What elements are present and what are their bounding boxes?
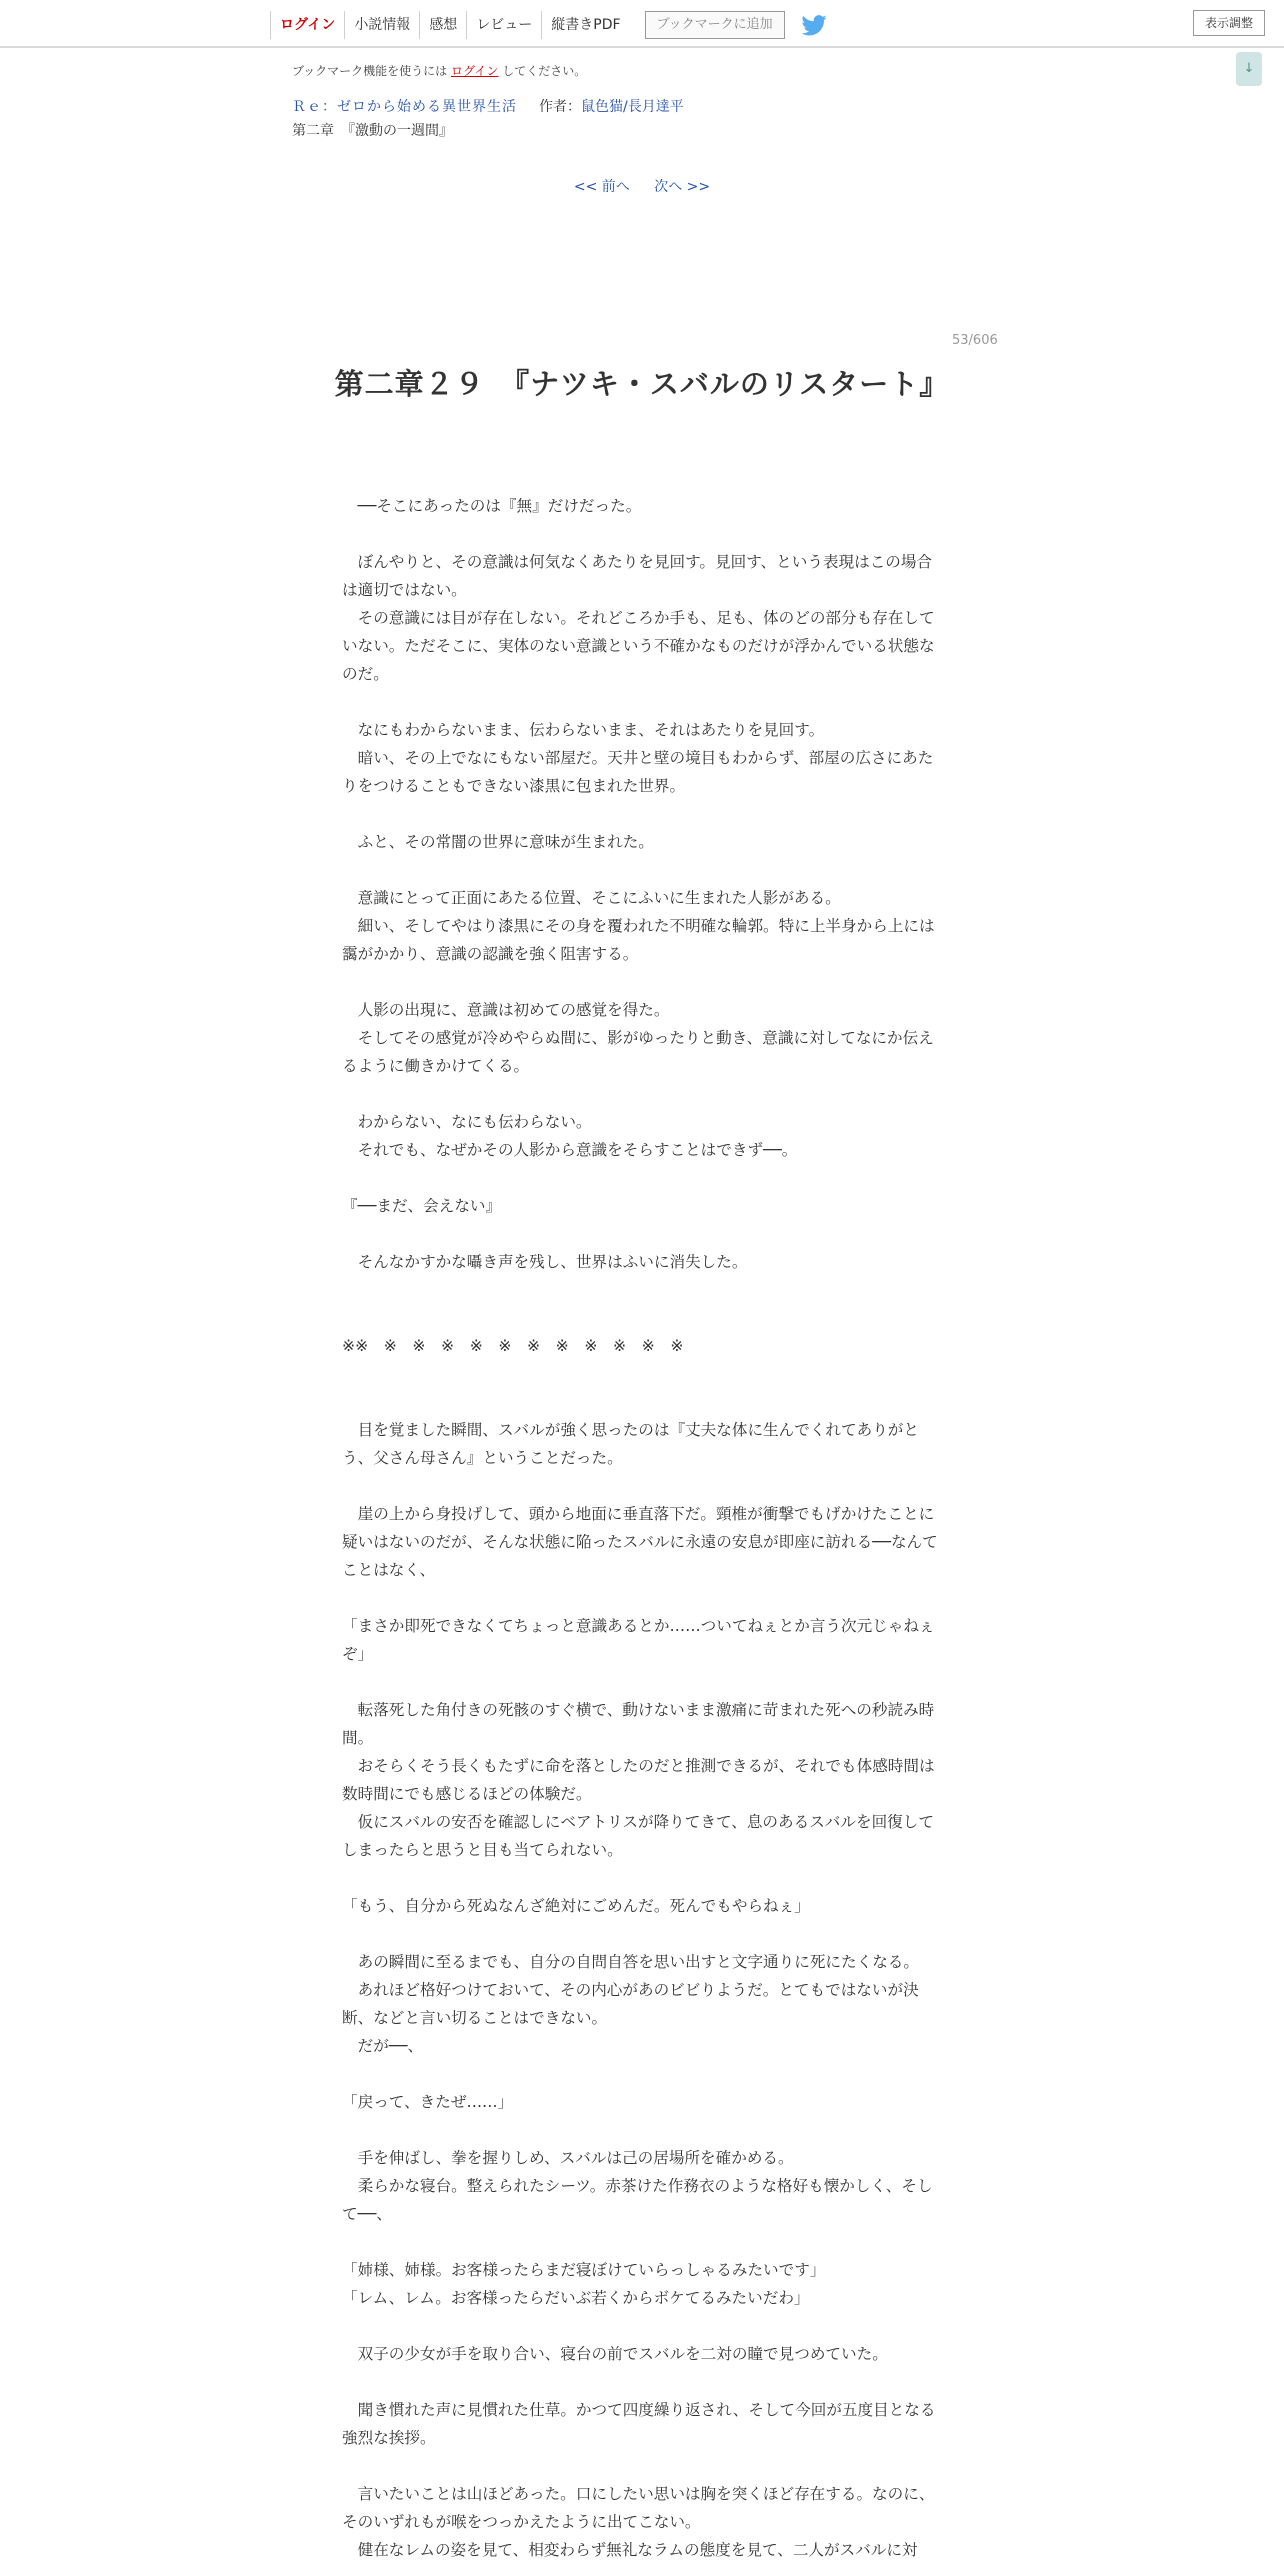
body-paragraph: そしてその感覚が冷めやらぬ間に、影がゆったりと動き、意識に対してなにか伝えるように働きかけてくる。	[342, 1029, 934, 1075]
body-paragraph: あの瞬間に至るまでも、自分の自問自答を思い出すと文字通りに死にたくなる。	[342, 1953, 919, 1971]
author-link[interactable]: 鼠色猫/長月達平	[581, 99, 684, 115]
page-count: 53/606	[952, 333, 998, 348]
blank-line	[342, 520, 942, 548]
body-paragraph: わからない、なにも伝わらない。	[342, 1113, 592, 1131]
body-paragraph: 人影の出現に、意識は初めての感覚を得た。	[342, 1001, 670, 1019]
episode-title: 第二章２９ 『ナツキ・スバルのリスタート』	[334, 367, 950, 401]
body-paragraph: なにもわからないまま、伝わらないまま、それはあたりを見回す。	[342, 721, 825, 739]
blank-line	[342, 688, 942, 716]
bookmark-login-link[interactable]: ログイン	[451, 64, 499, 78]
vertical-pdf-link[interactable]: 縦書きPDF	[541, 11, 629, 39]
body-paragraph: その意識には目が存在しない。それどころか手も、足も、体のどの部分も存在していない。ただそこに、実体のない意識という不確かなものだけが浮かんでいる状態なのだ。	[342, 609, 935, 683]
review-link[interactable]: レビュー	[466, 11, 541, 39]
body-paragraph: 仮にスバルの安否を確認しにベアトリスが降りてきて、息のあるスバルを回復してしまったらと思うと目も当てられない。	[342, 1813, 934, 1859]
blank-line	[342, 856, 942, 884]
body-paragraph: 細い、そしてやはり漆黒にその身を覆われた不明確な輪郭。特に上半身から上には靄がかかり、意識の認識を強く阻害する。	[342, 917, 935, 963]
novel-body-text	[342, 492, 942, 2564]
body-paragraph: 暗い、その上でなにもない部屋だ。天井と壁の境目もわからず、部屋の広さにあたりをつけることもできない漆黒に包まれた世界。	[342, 749, 934, 795]
blank-line	[342, 2452, 942, 2480]
body-paragraph: 手を伸ばし、拳を握りしめ、スバルは己の居場所を確かめる。	[342, 2149, 794, 2167]
body-paragraph: 崖の上から身投げして、頭から地面に垂直落下だ。頸椎が衝撃でもげかけたことに疑いはないのだが、そんな状態に陥ったスバルに永遠の安息が即座に訪れる──なんてことはなく、	[342, 1505, 938, 1579]
body-paragraph: 意識にとって正面にあたる位置、そこにふいに生まれた人影がある。	[342, 889, 841, 907]
blank-line	[342, 800, 942, 828]
login-link[interactable]: ログイン	[270, 11, 344, 39]
blank-line	[342, 2116, 942, 2144]
blank-line	[342, 2368, 942, 2396]
next-page-link[interactable]: 次へ >>	[654, 179, 711, 195]
body-paragraph: 『──まだ、会えない』	[342, 1197, 502, 1215]
body-paragraph: 「レム、レム。お客様ったらだいぶ若くからボケてるみたいだわ」	[342, 2289, 810, 2307]
novel-info-line	[292, 96, 684, 116]
display-settings-button[interactable]: 表示調整	[1193, 10, 1265, 36]
blank-line	[342, 1584, 942, 1612]
body-paragraph: ふと、その常闇の世界に意味が生まれた。	[342, 833, 654, 851]
body-paragraph: 「まさか即死できなくてちょっと意識あるとか……ついてねぇとか言う次元じゃねぇぞ」	[342, 1617, 935, 1663]
body-paragraph: 健在なレムの姿を見て、相変わらず無礼なラムの態度を見て、二人がスバルに対	[342, 2541, 918, 2559]
body-paragraph: ぼんやりと、その意識は何気なくあたりを見回す。見回す、という表現はこの場合は適切ではない。	[342, 553, 933, 599]
body-paragraph: 「もう、自分から死ぬなんざ絶対にごめんだ。死んでもやらねぇ」	[342, 1897, 810, 1915]
blank-line	[342, 1304, 942, 1332]
blank-line	[342, 1080, 942, 1108]
top-navigation-bar	[0, 0, 1284, 48]
blank-line	[342, 1388, 942, 1416]
blank-line	[342, 2228, 942, 2256]
blank-line	[342, 968, 942, 996]
body-paragraph: ──そこにあったのは『無』だけだった。	[342, 497, 642, 515]
scroll-down-icon[interactable]: ↓	[1236, 52, 1262, 86]
pager	[0, 176, 1284, 196]
body-paragraph: そんなかすかな囁き声を残し、世界はふいに消失した。	[342, 1253, 748, 1271]
blank-line	[342, 2312, 942, 2340]
blank-line	[342, 1220, 942, 1248]
body-paragraph: 言いたいことは山ほどあった。口にしたい思いは胸を突くほど存在する。なのに、そのいずれもが喉をつっかえたように出てこない。	[342, 2485, 935, 2531]
prev-page-link[interactable]: << 前へ	[573, 179, 630, 195]
blank-line	[342, 1472, 942, 1500]
twitter-bird-icon	[801, 15, 827, 36]
body-paragraph: 「戻って、きたぜ……」	[342, 2093, 514, 2111]
chapter-title: 第二章 『激動の一週間』	[292, 123, 453, 139]
blank-line	[342, 1360, 942, 1388]
bookmark-notice	[292, 62, 586, 79]
blank-line	[342, 1864, 942, 1892]
body-paragraph: 転落死した角付きの死骸のすぐ横で、動けないまま激痛に苛まれた死への秒読み時間。	[342, 1701, 935, 1747]
body-paragraph: ※※ ※ ※ ※ ※ ※ ※ ※ ※ ※ ※ ※	[342, 1337, 684, 1355]
body-paragraph: おそらくそう長くもたずに命を落としたのだと推測できるが、それでも体感時間は数時間にでも感じるほどの体験だ。	[342, 1757, 935, 1803]
body-paragraph: だが──、	[342, 2037, 424, 2055]
blank-line	[342, 2060, 942, 2088]
body-paragraph: 目を覚ました瞬間、スバルが強く思ったのは『丈夫な体に生んでくれてありがとう、父さん母さん』ということだった。	[342, 1421, 919, 1467]
blank-line	[342, 1668, 942, 1696]
novel-info-link[interactable]: 小説情報	[344, 11, 419, 39]
blank-line	[342, 1276, 942, 1304]
twitter-share-button[interactable]	[801, 14, 827, 36]
body-paragraph: 「姉様、姉様。お客様ったらまだ寝ぼけていらっしゃるみたいです」	[342, 2261, 826, 2279]
blank-line	[342, 1920, 942, 1948]
body-paragraph: それでも、なぜかその人影から意識をそらすことはできず──。	[342, 1141, 798, 1159]
blank-line	[342, 1164, 942, 1192]
body-paragraph: あれほど格好つけておいて、その内心があのビビりようだ。とてもではないが決断、などと言い切ることはできない。	[342, 1981, 919, 2027]
body-paragraph: 双子の少女が手を取り合い、寝台の前でスバルを二対の瞳で見つめていた。	[342, 2345, 888, 2363]
bookmark-notice-suffix: してください。	[502, 64, 587, 78]
add-bookmark-button[interactable]: ブックマークに追加	[645, 11, 785, 39]
bookmark-notice-prefix: ブックマーク機能を使うには	[292, 64, 448, 78]
novel-title-link[interactable]: Ｒｅ：ゼロから始める異世界生活	[292, 99, 517, 115]
body-paragraph: 柔らかな寝台。整えられたシーツ。赤茶けた作務衣のような格好も懐かしく、そして──、	[342, 2177, 933, 2223]
nav-menu	[270, 10, 827, 40]
impressions-link[interactable]: 感想	[419, 11, 466, 39]
body-paragraph: 聞き慣れた声に見慣れた仕草。かつて四度繰り返され、そして今回が五度目となる強烈な挨拶。	[342, 2401, 936, 2447]
author-label: 作者：	[539, 99, 581, 115]
